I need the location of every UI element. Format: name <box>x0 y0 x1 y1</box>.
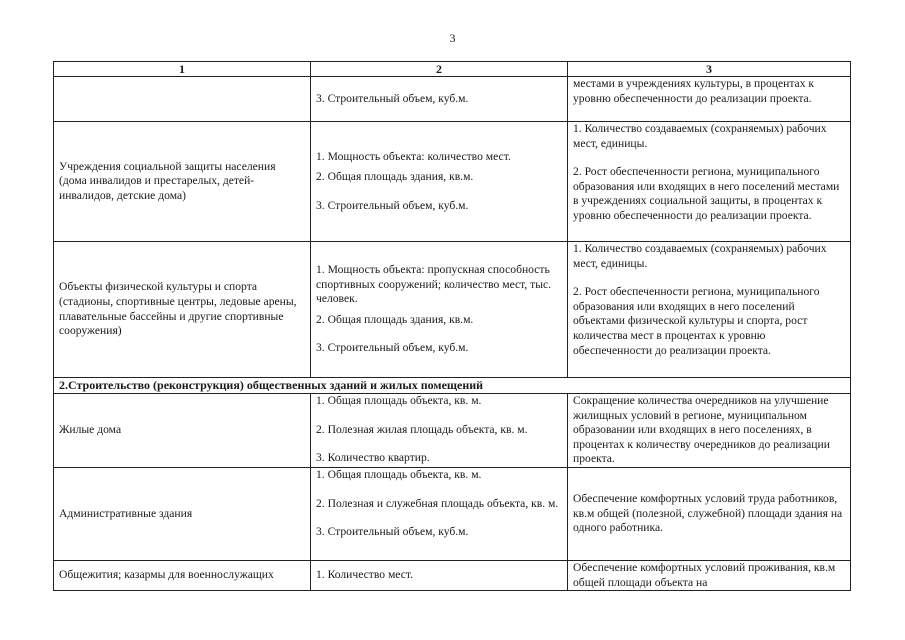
efficiency-item: 2. Рост обеспеченности региона, муниципального образования или входящих в него поселений объектами физической культуры и спорта, рост количества мест в процентах к уровню обеспеченности до реализации проекта. <box>573 285 820 357</box>
efficiency-item: 1. Количество создаваемых (сохраняемых) рабочих мест, единицы. <box>573 242 827 270</box>
indicator-item: 1. Общая площадь объекта, кв. м. <box>316 467 482 481</box>
section-title: 2.Строительство (реконструкция) общественных зданий и жилых помещений <box>54 378 851 394</box>
cell-efficiency <box>568 242 851 378</box>
indicator-item: 3. Строительный объем, куб.м. <box>316 341 469 355</box>
efficiency-item: 1. Количество создаваемых (сохраняемых) рабочих мест, единицы. <box>573 122 827 150</box>
indicator-item: 1. Мощность объекта: количество мест. <box>316 149 511 163</box>
indicator-item: 3. Строительный объем, куб.м. <box>316 525 469 539</box>
column-header-1: 1 <box>54 62 311 77</box>
header-row <box>54 62 851 77</box>
cell-indicators <box>311 122 568 242</box>
indicator-item: 1. Мощность объекта: пропускная способность спортивных сооружений; количество мест, тыс. человек. <box>316 263 552 306</box>
cell-object-type: Административные здания <box>54 467 311 560</box>
cell-object-type: Жилые дома <box>54 394 311 468</box>
efficiency-item: 2. Рост обеспеченности региона, муниципального образования или входящих в него поселений местами в учреждениях социальной защиты, в процентах к уровню обеспеченности до реализации проекта. <box>573 165 840 222</box>
cell-indicators: 1. Количество мест. <box>311 560 568 590</box>
cell-indicators <box>311 242 568 378</box>
indicator-item: 2. Общая площадь здания, кв.м. <box>316 312 474 326</box>
table-row-social-protection <box>54 122 851 242</box>
cell-efficiency: Сокращение количества очередников на улучшение жилищных условий в регионе, муниципальном образовании или входящих в него поселениях, в процентах к количеству очередников до реализации проекта. <box>568 394 851 468</box>
cell-efficiency: местами в учреждениях культуры, в процентах к уровню обеспеченности до реализации проекта. <box>568 77 851 122</box>
table-row-housing <box>54 394 851 468</box>
cell-efficiency: Обеспечение комфортных условий труда работников, кв.м общей (полезной, служебной) площади здания на одного работника. <box>568 467 851 560</box>
table-row-continuation <box>54 77 851 122</box>
cell-efficiency: Обеспечение комфортных условий проживания, кв.м общей площади объекта на <box>568 560 851 590</box>
indicator-item: 2. Полезная и служебная площадь объекта, кв. м. <box>316 496 559 510</box>
cell-indicators <box>311 467 568 560</box>
cell-indicators <box>311 394 568 468</box>
table-row-sport <box>54 242 851 378</box>
table-row-administrative <box>54 467 851 560</box>
cell-object-type <box>54 77 311 122</box>
section-heading-row <box>54 378 851 394</box>
cell-object-type: Объекты физической культуры и спорта (стадионы, спортивные центры, ледовые арены, плавательные бассейны и другие спортивные сооружения) <box>54 242 311 378</box>
table-row-dormitories <box>54 560 851 590</box>
indicator-item: 1. Общая площадь объекта, кв. м. <box>316 394 482 407</box>
cell-indicators: 3. Строительный объем, куб.м. <box>311 77 568 122</box>
cell-object-type: Общежития; казармы для военнослужащих <box>54 560 311 590</box>
column-header-2: 2 <box>311 62 568 77</box>
indicator-item: 2. Полезная жилая площадь объекта, кв. м. <box>316 422 528 436</box>
indicators-table <box>53 61 851 591</box>
indicator-item: 2. Общая площадь здания, кв.м. <box>316 170 474 184</box>
indicator-item: 3. Строительный объем, куб.м. <box>316 198 469 212</box>
column-header-3: 3 <box>568 62 851 77</box>
cell-efficiency <box>568 122 851 242</box>
page-number: 3 <box>449 31 456 45</box>
indicator-item: 3. Количество квартир. <box>316 451 430 465</box>
cell-object-type: Учреждения социальной защиты населения (дома инвалидов и престарелых, детей-инвалидов, детские дома) <box>54 122 311 242</box>
